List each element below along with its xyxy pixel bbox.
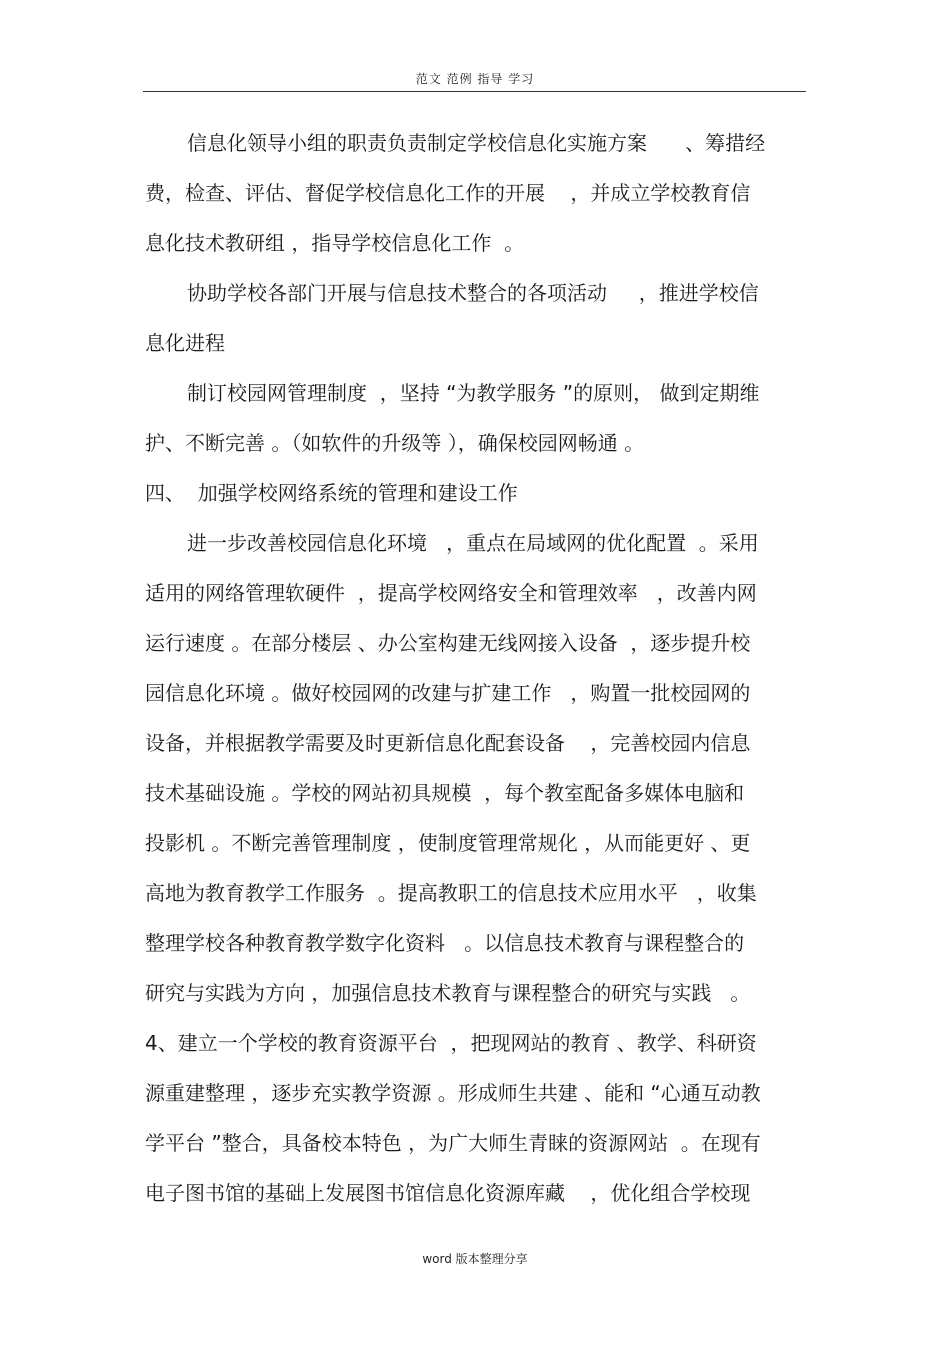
page-footer: word 版本整理分享 [422,1252,528,1266]
paragraph-line: 4、建立一个学校的教育资源平台 ，把现网站的教育 、教学、科研资 [145,1031,757,1055]
paragraph-line: 费，检查、评估、督促学校信息化工作的开展 ，并成立学校教育信 [145,181,751,205]
header-divider [143,91,806,92]
paragraph-line: 息化技术教研组 ，指导学校信息化工作 。 [145,231,525,255]
paragraph-line: 研究与实践为方向 ，加强信息技术教育与课程整合的研究与实践 。 [145,981,751,1005]
paragraph-line: 学平台 ”整合，具备校本特色 ，为广大师生青睐的资源网站 。在现有 [145,1131,761,1155]
paragraph-line: 电子图书馆的基础上发展图书馆信息化资源库藏 ，优化组合学校现 [145,1181,751,1205]
paragraph-line: 制订校园网管理制度 ，坚持 “为教学服务 ”的原则， 做到定期维 [187,381,760,405]
paragraph-line: 技术基础设施 。学校的网站初具规模 ，每个教室配备多媒体电脑和 [145,781,745,805]
paragraph-line: 投影机 。不断完善管理制度 ，使制度管理常规化 ，从而能更好 、更 [145,831,751,855]
header-text: 范文 范例 指导 学习 [415,72,535,86]
paragraph-line: 运行速度 。在部分楼层 、办公室构建无线网接入设备 ，逐步提升校 [145,631,751,655]
paragraph-line: 协助学校各部门开展与信息技术整合的各项活动 ，推进学校信 [187,281,759,305]
paragraph-line: 进一步改善校园信息化环境 ，重点在局域网的优化配置 。采用 [187,531,759,555]
paragraph-line: 护、不断完善 。（如软件的升级等 ），确保校园网畅通 。 [145,431,645,455]
paragraph-line: 高地为教育教学工作服务 。提高教职工的信息技术应用水平 ，收集 [145,881,757,905]
paragraph-line: 设备，并根据教学需要及时更新信息化配套设备 ，完善校园内信息 [145,731,751,755]
paragraph-line: 适用的网络管理软硬件 ，提高学校网络安全和管理效率 ，改善内网 [145,581,757,605]
paragraph-line: 息化进程 [145,331,225,355]
section-heading: 四、 加强学校网络系统的管理和建设工作 [145,481,518,505]
paragraph-line: 园信息化环境 。做好校园网的改建与扩建工作 ，购置一批校园网的 [145,681,751,705]
paragraph-line: 源重建整理 ，逐步充实教学资源 。形成师生共建 、能和 “心通互动教 [145,1081,761,1105]
paragraph-line: 信息化领导小组的职责负责制定学校信息化实施方案 、筹措经 [187,131,766,155]
paragraph-line: 整理学校各种教育教学数字化资料 。以信息技术教育与课程整合的 [145,931,745,955]
